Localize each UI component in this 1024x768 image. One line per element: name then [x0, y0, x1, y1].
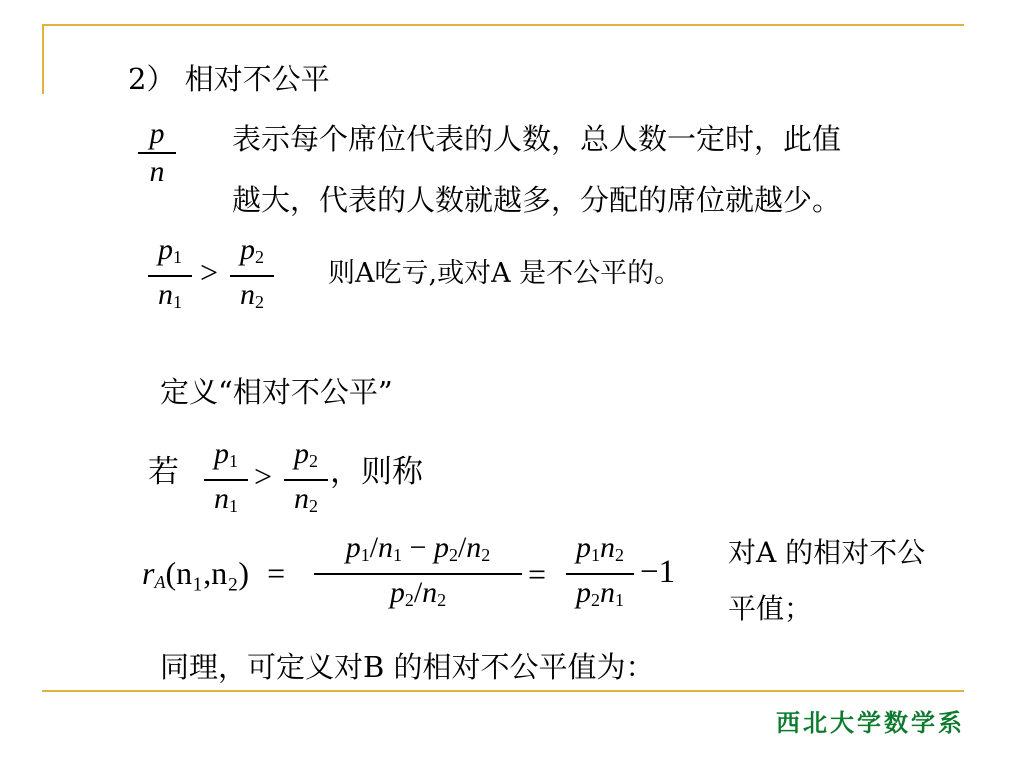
cond2-rhs-num-sub: 2 — [309, 451, 318, 471]
top-rule — [42, 24, 964, 26]
formula-minus-one: −1 — [640, 554, 676, 590]
cond2-rhs-den: n — [294, 482, 309, 515]
formula-lhs — [142, 555, 285, 593]
cond1-lhs-fraction — [148, 232, 192, 320]
ratio-denominator: n — [149, 155, 165, 188]
cond2-greater-than: > — [254, 458, 273, 494]
left-rule — [42, 24, 44, 94]
formula-args: (n₁,n₂) — [165, 555, 250, 591]
then-label: ，则称 — [330, 454, 423, 490]
definition-label: 定义“相对不公平” — [160, 375, 393, 409]
cond2-lhs-den: n — [214, 482, 229, 515]
if-label: 若 — [148, 454, 179, 490]
cond2-lhs-fraction — [204, 436, 248, 524]
cond2-lhs-num-sub: 1 — [229, 451, 238, 471]
cond1-lhs-den-sub: 1 — [173, 292, 182, 312]
cond1-rhs-den-sub: 2 — [255, 292, 264, 312]
cond1-lhs-den: n — [158, 278, 173, 311]
similarly-statement: 同理，可定义对B 的相对不公平值为： — [160, 650, 655, 684]
bottom-rule — [42, 690, 964, 692]
formula-description-line-2: 平值； — [728, 592, 813, 625]
formula-right-fraction: $p_1n_2$ $p_2n_1$ — [566, 530, 634, 618]
cond1-rhs-den: n — [240, 278, 255, 311]
formula-r: r — [142, 555, 155, 591]
ratio-description-line-2: 越大，代表的人数就越多，分配的席位就越少。 — [232, 183, 842, 217]
cond2-rhs-den-sub: 2 — [309, 496, 318, 516]
ratio-description-line-1: 表示每个席位代表的人数，总人数一定时，此值 — [232, 122, 842, 156]
cond1-rhs-fraction — [230, 232, 274, 320]
cond2-rhs-fraction — [284, 436, 328, 524]
cond1-conclusion: 则A吃亏,或对A 是不公平的。 — [328, 258, 682, 289]
cond2-lhs-num: p — [214, 437, 229, 470]
cond1-greater-than: > — [200, 254, 219, 290]
formula-description-line-1: 对A 的相对不公 — [728, 536, 926, 569]
formula-r-sub: A — [154, 572, 166, 592]
cond1-rhs-num: p — [240, 233, 255, 266]
formula-equals-1: = — [267, 555, 286, 591]
formula-middle-fraction: $p_1/n_1 - p_2/n_2$ $p_2/n_2$ — [314, 530, 522, 618]
cond1-rhs-num-sub: 2 — [255, 247, 264, 267]
formula-equals-2: = — [528, 556, 547, 592]
cond2-rhs-num: p — [294, 437, 309, 470]
cond1-lhs-num: p — [158, 233, 173, 266]
footer-department: 西北大学数学系 — [776, 709, 965, 737]
cond2-lhs-den-sub: 1 — [229, 496, 238, 516]
cond1-lhs-num-sub: 1 — [173, 247, 182, 267]
ratio-numerator: p — [149, 117, 165, 150]
section-heading: 2） 相对不公平 — [128, 62, 330, 96]
ratio-fraction — [138, 116, 176, 190]
